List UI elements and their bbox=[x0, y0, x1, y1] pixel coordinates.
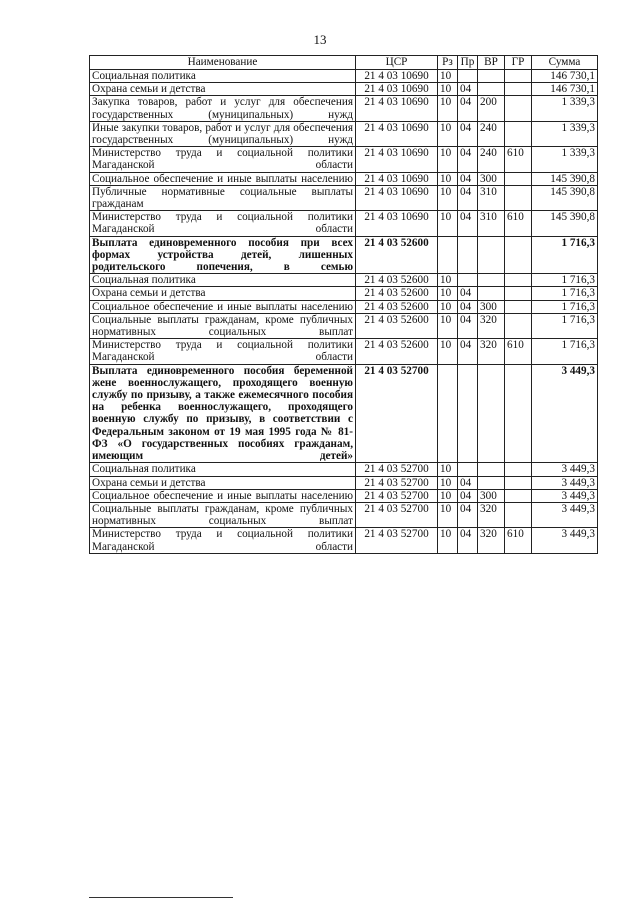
table-row bbox=[90, 96, 598, 121]
row-csr-cell: 21 4 03 52700 bbox=[356, 476, 438, 489]
row-sum-cell: 3 449,3 bbox=[532, 489, 598, 502]
row-sum-cell: 3 449,3 bbox=[532, 528, 598, 553]
row-sum-cell: 145 390,8 bbox=[532, 172, 598, 185]
row-rz-cell: 10 bbox=[438, 489, 458, 502]
row-name-cell: Социальное обеспечение и иные выплаты населению bbox=[90, 300, 356, 313]
budget-table bbox=[89, 55, 598, 554]
row-rz-cell: 10 bbox=[438, 83, 458, 96]
row-csr-cell: 21 4 03 52600 bbox=[356, 313, 438, 338]
row-gr-cell bbox=[505, 236, 532, 274]
row-sum-cell: 1 716,3 bbox=[532, 300, 598, 313]
row-vr-cell: 240 bbox=[478, 147, 505, 172]
row-sum-cell: 1 339,3 bbox=[532, 121, 598, 146]
row-pr-cell: 04 bbox=[458, 121, 478, 146]
row-vr-cell bbox=[478, 476, 505, 489]
table-row bbox=[90, 502, 598, 527]
row-csr-cell: 21 4 03 10690 bbox=[356, 121, 438, 146]
table-row bbox=[90, 185, 598, 210]
row-sum-cell: 1 716,3 bbox=[532, 236, 598, 274]
row-name-cell: Министерство труда и социальной политики Магаданской области bbox=[90, 147, 356, 172]
row-vr-cell: 310 bbox=[478, 211, 505, 236]
row-csr-cell: 21 4 03 10690 bbox=[356, 83, 438, 96]
row-rz-cell: 10 bbox=[438, 300, 458, 313]
row-pr-cell: 04 bbox=[458, 83, 478, 96]
row-rz-cell bbox=[438, 364, 458, 463]
row-csr-cell: 21 4 03 10690 bbox=[356, 185, 438, 210]
row-name-cell: Социальная политика bbox=[90, 70, 356, 83]
row-pr-cell: 04 bbox=[458, 147, 478, 172]
row-vr-cell bbox=[478, 70, 505, 83]
row-pr-cell bbox=[458, 70, 478, 83]
row-name-cell: Социальное обеспечение и иные выплаты населению bbox=[90, 489, 356, 502]
row-csr-cell: 21 4 03 52600 bbox=[356, 236, 438, 274]
row-vr-cell: 320 bbox=[478, 502, 505, 527]
row-sum-cell: 1 716,3 bbox=[532, 339, 598, 364]
row-csr-cell: 21 4 03 52700 bbox=[356, 528, 438, 553]
table-row bbox=[90, 236, 598, 274]
row-rz-cell: 10 bbox=[438, 172, 458, 185]
row-sum-cell: 1 339,3 bbox=[532, 147, 598, 172]
row-name-cell: Министерство труда и социальной политики Магаданской области bbox=[90, 211, 356, 236]
row-sum-cell: 145 390,8 bbox=[532, 211, 598, 236]
row-sum-cell: 3 449,3 bbox=[532, 364, 598, 463]
row-csr-cell: 21 4 03 10690 bbox=[356, 70, 438, 83]
row-csr-cell: 21 4 03 52700 bbox=[356, 364, 438, 463]
row-gr-cell bbox=[505, 70, 532, 83]
row-sum-cell: 3 449,3 bbox=[532, 476, 598, 489]
row-name-cell: Охрана семьи и детства bbox=[90, 83, 356, 96]
header-vr: ВР bbox=[478, 56, 505, 70]
header-name: Наименование bbox=[90, 56, 356, 70]
row-gr-cell: 610 bbox=[505, 211, 532, 236]
row-csr-cell: 21 4 03 10690 bbox=[356, 147, 438, 172]
row-rz-cell: 10 bbox=[438, 211, 458, 236]
row-vr-cell: 320 bbox=[478, 528, 505, 553]
row-csr-cell: 21 4 03 10690 bbox=[356, 96, 438, 121]
header-sum: Сумма bbox=[532, 56, 598, 70]
row-pr-cell: 04 bbox=[458, 172, 478, 185]
row-rz-cell: 10 bbox=[438, 313, 458, 338]
row-gr-cell bbox=[505, 172, 532, 185]
footnote-divider bbox=[89, 897, 233, 898]
row-name-cell: Охрана семьи и детства bbox=[90, 476, 356, 489]
row-name-cell: Выплата единовременного пособия при всех формах устройства детей, лишенных родительского попечения, в семью bbox=[90, 236, 356, 274]
table-row bbox=[90, 147, 598, 172]
row-sum-cell: 1 716,3 bbox=[532, 287, 598, 300]
row-gr-cell bbox=[505, 489, 532, 502]
row-rz-cell: 10 bbox=[438, 274, 458, 287]
table-body bbox=[90, 70, 598, 554]
row-sum-cell: 145 390,8 bbox=[532, 185, 598, 210]
row-gr-cell bbox=[505, 300, 532, 313]
row-gr-cell bbox=[505, 185, 532, 210]
row-vr-cell: 240 bbox=[478, 121, 505, 146]
row-pr-cell: 04 bbox=[458, 300, 478, 313]
table-row bbox=[90, 489, 598, 502]
row-rz-cell: 10 bbox=[438, 339, 458, 364]
row-csr-cell: 21 4 03 52600 bbox=[356, 287, 438, 300]
row-name-cell: Министерство труда и социальной политики Магаданской области bbox=[90, 339, 356, 364]
row-vr-cell: 300 bbox=[478, 489, 505, 502]
row-sum-cell: 3 449,3 bbox=[532, 463, 598, 476]
row-pr-cell: 04 bbox=[458, 211, 478, 236]
row-name-cell: Социальная политика bbox=[90, 274, 356, 287]
row-vr-cell: 300 bbox=[478, 300, 505, 313]
table-row bbox=[90, 121, 598, 146]
row-pr-cell: 04 bbox=[458, 185, 478, 210]
row-gr-cell bbox=[505, 96, 532, 121]
row-pr-cell bbox=[458, 463, 478, 476]
row-vr-cell: 320 bbox=[478, 339, 505, 364]
row-gr-cell bbox=[505, 121, 532, 146]
row-gr-cell bbox=[505, 274, 532, 287]
table-row bbox=[90, 528, 598, 553]
row-vr-cell bbox=[478, 83, 505, 96]
row-pr-cell: 04 bbox=[458, 476, 478, 489]
row-vr-cell: 200 bbox=[478, 96, 505, 121]
header-gr: ГР bbox=[505, 56, 532, 70]
row-rz-cell: 10 bbox=[438, 96, 458, 121]
row-csr-cell: 21 4 03 52600 bbox=[356, 300, 438, 313]
row-name-cell: Социальные выплаты гражданам, кроме публичных нормативных социальных выплат bbox=[90, 502, 356, 527]
row-csr-cell: 21 4 03 52600 bbox=[356, 274, 438, 287]
row-gr-cell: 610 bbox=[505, 147, 532, 172]
row-sum-cell: 146 730,1 bbox=[532, 70, 598, 83]
row-pr-cell: 04 bbox=[458, 502, 478, 527]
row-vr-cell: 310 bbox=[478, 185, 505, 210]
table-row bbox=[90, 300, 598, 313]
row-name-cell: Социальные выплаты гражданам, кроме публичных нормативных социальных выплат bbox=[90, 313, 356, 338]
row-gr-cell bbox=[505, 476, 532, 489]
table-row bbox=[90, 313, 598, 338]
row-gr-cell bbox=[505, 287, 532, 300]
row-vr-cell: 320 bbox=[478, 313, 505, 338]
table-row bbox=[90, 364, 598, 463]
header-csr: ЦСР bbox=[356, 56, 438, 70]
row-pr-cell: 04 bbox=[458, 96, 478, 121]
row-rz-cell: 10 bbox=[438, 185, 458, 210]
row-pr-cell: 04 bbox=[458, 313, 478, 338]
row-vr-cell bbox=[478, 236, 505, 274]
row-vr-cell bbox=[478, 287, 505, 300]
row-rz-cell: 10 bbox=[438, 528, 458, 553]
row-csr-cell: 21 4 03 52700 bbox=[356, 489, 438, 502]
table-row bbox=[90, 70, 598, 83]
row-csr-cell: 21 4 03 52700 bbox=[356, 463, 438, 476]
row-pr-cell: 04 bbox=[458, 528, 478, 553]
row-vr-cell bbox=[478, 364, 505, 463]
table-row bbox=[90, 274, 598, 287]
row-name-cell: Социальная политика bbox=[90, 463, 356, 476]
row-gr-cell bbox=[505, 502, 532, 527]
table-row bbox=[90, 211, 598, 236]
header-pr: Пр bbox=[458, 56, 478, 70]
table-row bbox=[90, 172, 598, 185]
row-pr-cell bbox=[458, 364, 478, 463]
row-csr-cell: 21 4 03 10690 bbox=[356, 172, 438, 185]
row-rz-cell: 10 bbox=[438, 502, 458, 527]
row-rz-cell: 10 bbox=[438, 70, 458, 83]
row-rz-cell: 10 bbox=[438, 147, 458, 172]
row-name-cell: Социальное обеспечение и иные выплаты населению bbox=[90, 172, 356, 185]
row-gr-cell bbox=[505, 463, 532, 476]
row-sum-cell: 1 716,3 bbox=[532, 313, 598, 338]
table-row bbox=[90, 83, 598, 96]
table-row bbox=[90, 463, 598, 476]
row-gr-cell bbox=[505, 83, 532, 96]
table-row bbox=[90, 287, 598, 300]
row-name-cell: Охрана семьи и детства bbox=[90, 287, 356, 300]
row-name-cell: Министерство труда и социальной политики Магаданской области bbox=[90, 528, 356, 553]
row-rz-cell: 10 bbox=[438, 121, 458, 146]
row-csr-cell: 21 4 03 52700 bbox=[356, 502, 438, 527]
row-pr-cell: 04 bbox=[458, 339, 478, 364]
row-gr-cell: 610 bbox=[505, 528, 532, 553]
row-vr-cell bbox=[478, 274, 505, 287]
row-name-cell: Закупка товаров, работ и услуг для обеспечения государственных (муниципальных) нужд bbox=[90, 96, 356, 121]
row-vr-cell bbox=[478, 463, 505, 476]
row-csr-cell: 21 4 03 52600 bbox=[356, 339, 438, 364]
row-gr-cell bbox=[505, 364, 532, 463]
row-rz-cell: 10 bbox=[438, 287, 458, 300]
row-sum-cell: 1 339,3 bbox=[532, 96, 598, 121]
row-rz-cell: 10 bbox=[438, 476, 458, 489]
row-name-cell: Выплата единовременного пособия беременной жене военнослужащего, проходящего военную службу по призыву, а также ежемесячного пособия на ребенка военнослужащего, проходящего военную службу по призыву, в соответствии с Федеральным законом от 19 мая 1995 года № 81-ФЗ «О государственных пособиях гражданам, имеющим детей» bbox=[90, 364, 356, 463]
table-header-row bbox=[90, 56, 598, 70]
row-pr-cell: 04 bbox=[458, 287, 478, 300]
row-pr-cell bbox=[458, 236, 478, 274]
header-rz: Рз bbox=[438, 56, 458, 70]
row-name-cell: Публичные нормативные социальные выплаты гражданам bbox=[90, 185, 356, 210]
row-csr-cell: 21 4 03 10690 bbox=[356, 211, 438, 236]
row-sum-cell: 146 730,1 bbox=[532, 83, 598, 96]
row-rz-cell: 10 bbox=[438, 463, 458, 476]
table-row bbox=[90, 339, 598, 364]
row-pr-cell bbox=[458, 274, 478, 287]
row-rz-cell bbox=[438, 236, 458, 274]
table-row bbox=[90, 476, 598, 489]
page-number: 13 bbox=[313, 32, 327, 47]
row-vr-cell: 300 bbox=[478, 172, 505, 185]
row-gr-cell bbox=[505, 313, 532, 338]
row-pr-cell: 04 bbox=[458, 489, 478, 502]
row-sum-cell: 3 449,3 bbox=[532, 502, 598, 527]
row-sum-cell: 1 716,3 bbox=[532, 274, 598, 287]
row-name-cell: Иные закупки товаров, работ и услуг для обеспечения государственных (муниципальных) нужд bbox=[90, 121, 356, 146]
row-gr-cell: 610 bbox=[505, 339, 532, 364]
